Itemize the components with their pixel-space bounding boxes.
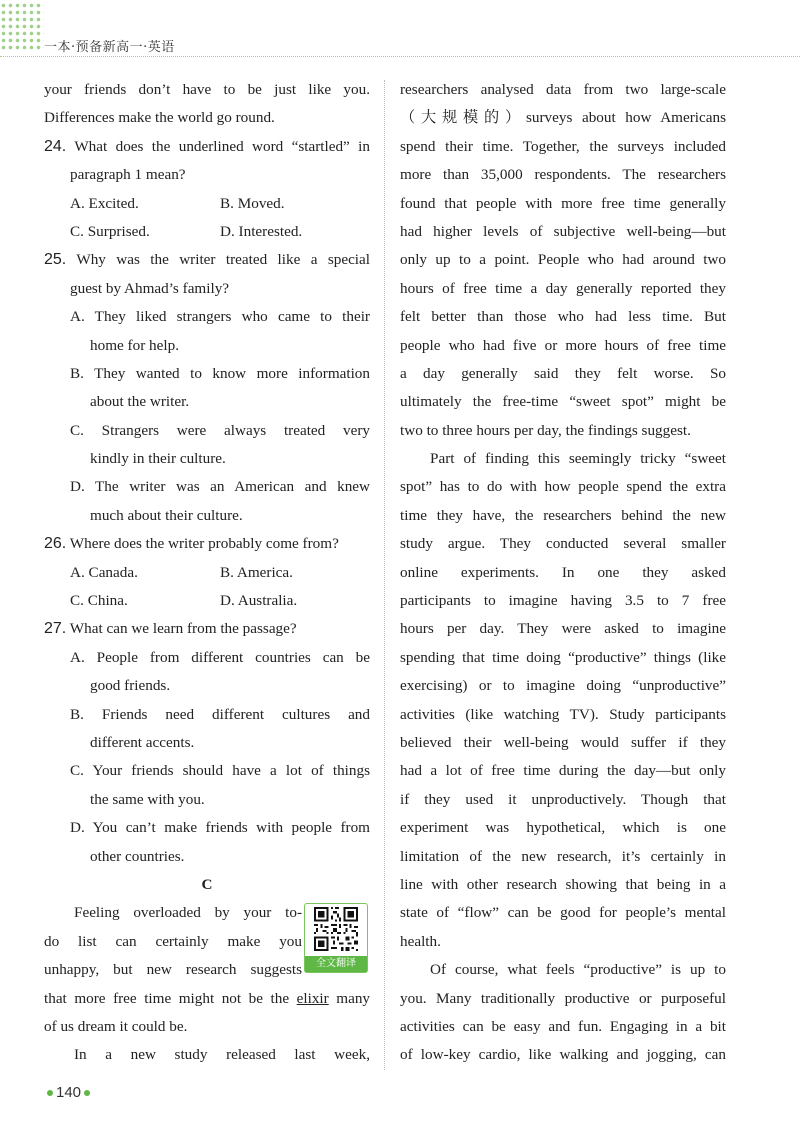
bullet-dot: [84, 1090, 90, 1096]
question-26-stem: [44, 530, 370, 558]
text-line: spending that time doing “productive” things (like: [400, 648, 726, 666]
text-line: felt better than those who had less time. But: [400, 308, 726, 326]
text-line: activities (like watching TV). Study participants: [400, 705, 726, 723]
qr-label: 全文翻译: [305, 956, 367, 972]
text-line: your friends don’t have to be just like you.: [44, 81, 370, 98]
option-b: B. Friends need different cultures and: [70, 705, 370, 723]
underlined-word: elixir: [296, 989, 329, 1007]
option-d-continued: much about their culture.: [90, 506, 243, 524]
text-line: In a new study released last week,: [74, 1046, 370, 1064]
text-line: you. Many traditionally productive or purposeful: [400, 989, 726, 1007]
option-b: B. They wanted to know more information: [70, 364, 370, 382]
option-c: C. Your friends should have a lot of things: [70, 762, 370, 780]
text-line: [44, 985, 370, 1013]
text-line: had a lot of free time during the day—but only: [400, 762, 726, 780]
text-line: researchers analysed data from two large-scale: [400, 81, 726, 98]
option-c: C. Surprised.: [70, 222, 150, 240]
question-number: 25.: [44, 251, 67, 269]
text-span: many: [336, 989, 371, 1007]
right-column: [400, 76, 726, 1070]
text-line: exercising) or to imagine doing “unproductive”: [400, 677, 726, 695]
text-line: of us dream it could be.: [44, 1017, 188, 1035]
option-a: A. They liked strangers who came to their: [70, 308, 370, 326]
question-24-stem: [44, 133, 370, 161]
text-line: more than 35,000 respondents. The researchers: [400, 166, 726, 184]
question-25-stem: [44, 246, 370, 274]
text-line: Part of finding this seemingly tricky “sweet: [430, 450, 726, 468]
question-text-line: guest by Ahmad’s family?: [70, 279, 230, 297]
qr-code-translation-button[interactable]: [304, 903, 368, 973]
text-span: that more free time might not be the: [44, 989, 290, 1007]
text-line: online experiments. In one they asked: [400, 563, 726, 581]
option-c-continued: the same with you.: [90, 790, 205, 808]
text-line: ultimately the free-time “sweet spot” might be: [400, 393, 726, 411]
option-c: C. China.: [70, 592, 128, 610]
text-line: spot” has to do with how people spend the extra: [400, 478, 726, 496]
option-a: A. Canada.: [70, 563, 138, 581]
option-b-continued: different accents.: [90, 733, 195, 751]
text-line: Of course, what feels “productive” is up to: [430, 961, 726, 979]
option-c: C. Strangers were always treated very: [70, 421, 370, 439]
text-line: do list can certainly make you: [44, 932, 302, 950]
question-text: What does the underlined word “startled” in: [74, 137, 370, 155]
option-d: D. The writer was an American and knew: [70, 478, 370, 496]
text-line: （大规模的）surveys about how Americans: [400, 109, 726, 127]
option-d: D. Australia.: [220, 592, 298, 610]
column-divider: [384, 80, 385, 1070]
text-line: hours per day. They were asked to imagine: [400, 620, 726, 638]
option-c-continued: kindly in their culture.: [90, 450, 226, 468]
header-title: 一本·预备新高一·英语: [44, 40, 175, 55]
options-row: [44, 218, 370, 246]
option-b: B. America.: [220, 563, 293, 581]
page-number: [44, 1084, 93, 1101]
text-line: activities can be easy and fun. Engaging in a bit: [400, 1017, 726, 1035]
text-line: study argue. They conducted several smaller: [400, 535, 726, 553]
text-line: unhappy, but new research suggests: [44, 961, 302, 979]
text-line: spend their time. Together, the surveys included: [400, 137, 726, 155]
text-line: only up to a point. People who had around two: [400, 251, 726, 269]
text-line: state of “flow” can be good for people’s mental: [400, 904, 726, 922]
option-a: A. Excited.: [70, 194, 139, 212]
option-a: A. People from different countries can be: [70, 648, 370, 666]
qr-code-icon: [314, 907, 358, 951]
question-number: 24.: [44, 137, 67, 155]
question-27-stem: [44, 615, 370, 643]
options-row: [44, 190, 370, 218]
text-line: a day generally said they felt worse. So: [400, 364, 726, 382]
question-text: What can we learn from the passage?: [69, 620, 297, 638]
text-line: participants to imagine having 3.5 to 7 free: [400, 592, 726, 610]
text-line: health.: [400, 932, 441, 950]
options-row: [44, 587, 370, 615]
options-row: [44, 559, 370, 587]
question-text: Why was the writer treated like a special: [76, 251, 370, 269]
option-b-continued: about the writer.: [90, 393, 190, 411]
text-line: believed their well-being would suffer if they: [400, 733, 726, 751]
text-line: Differences make the world go round.: [44, 109, 275, 127]
question-text-line: paragraph 1 mean?: [70, 166, 186, 184]
bullet-dot: [47, 1090, 53, 1096]
option-d: D. You can’t make friends with people from: [70, 819, 370, 837]
question-text: Where does the writer probably come from?: [69, 535, 339, 553]
text-line: experiment was hypothetical, which is one: [400, 819, 726, 837]
text-line: two to three hours per day, the findings suggest.: [400, 421, 691, 439]
option-d-continued: other countries.: [90, 847, 185, 865]
text-line: line with other research showing that being in a: [400, 875, 726, 893]
left-column: [44, 76, 370, 1070]
option-b: B. Moved.: [220, 194, 285, 212]
text-line: of low-key cardio, like walking and jogging, can: [400, 1046, 726, 1064]
text-line: Feeling overloaded by your to-: [74, 904, 302, 922]
section-heading: C: [201, 875, 213, 893]
page-number-value: 140: [56, 1084, 82, 1101]
text-line: if they used it unproductively. Though that: [400, 790, 726, 808]
text-line: limitation of the new research, it’s certainly in: [400, 847, 726, 865]
option-a-continued: home for help.: [90, 336, 179, 354]
passage-intro-with-qr: [44, 899, 370, 984]
text-line: found that people with more free time generally: [400, 194, 726, 212]
text-line: had higher levels of subjective well-being—but: [400, 222, 726, 240]
text-line: people who had five or more hours of free time: [400, 336, 726, 354]
text-line: hours of free time a day generally reported they: [400, 279, 726, 297]
question-number: 26.: [44, 535, 67, 553]
decorative-dot-grid: [0, 2, 44, 50]
option-d: D. Interested.: [220, 222, 303, 240]
text-line: time they have, the researchers behind the new: [400, 506, 726, 524]
question-number: 27.: [44, 620, 67, 638]
option-a-continued: good friends.: [90, 677, 171, 695]
header-divider: [0, 56, 800, 57]
